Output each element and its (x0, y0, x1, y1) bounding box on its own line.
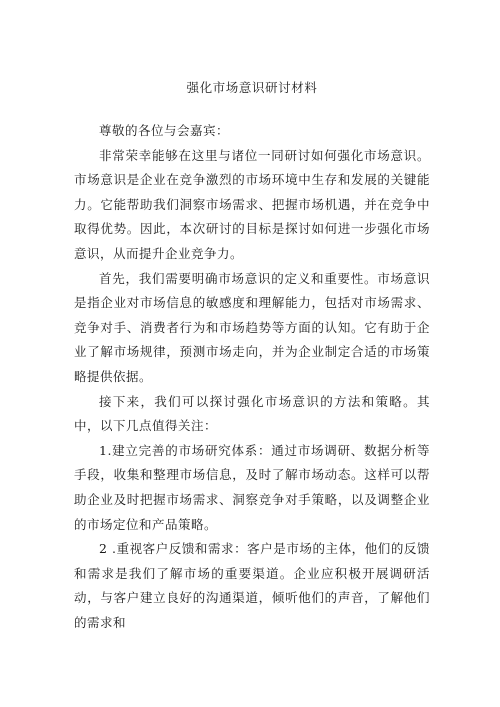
document-page (74, 0, 430, 707)
paragraph-point-1: 1.建立完善的市场研究体系：通过市场调研、数据分析等手段，收集和整理市场信息，及时了解市场动态。这样可以帮助企业及时把握市场需求、洞察竞争对手策略，以及调整企业的市场定位和产品策略。 (74, 442, 430, 532)
document-body (74, 119, 430, 635)
paragraph-definition: 首先，我们需要明确市场意识的定义和重要性。市场意识是指企业对市场信息的敏感度和理解能力，包括对市场需求、竞争对手、消费者行为和市场趋势等方面的认知。它有助于企业了解市场规律，预测市场走向，并为企业制定合适的市场策略提供依据。 (74, 270, 430, 384)
paragraph-methods: 接下来，我们可以探讨强化市场意识的方法和策略。其中，以下几点值得关注： (74, 393, 430, 434)
salutation: 尊敬的各位与会嘉宾： (99, 123, 230, 138)
paragraph-point-2: 2 .重视客户反馈和需求：客户是市场的主体，他们的反馈和需求是我们了解市场的重要渠道。企业应积极开展调研活动，与客户建立良好的沟通渠道，倾听他们的声音，了解他们的需求和 (74, 541, 430, 630)
document-title: 强化市场意识研讨材料 (186, 80, 318, 95)
paragraph-intro: 非常荣幸能够在这里与诸位一同研讨如何强化市场意识。市场意识是企业在竞争激烈的市场环境中生存和发展的关键能力。它能帮助我们洞察市场需求、把握市场机遇，并在竞争中取得优势。因此，本次研讨的目标是探讨如何进一步强化市场意识，从而提升企业竞争力。 (74, 147, 430, 261)
